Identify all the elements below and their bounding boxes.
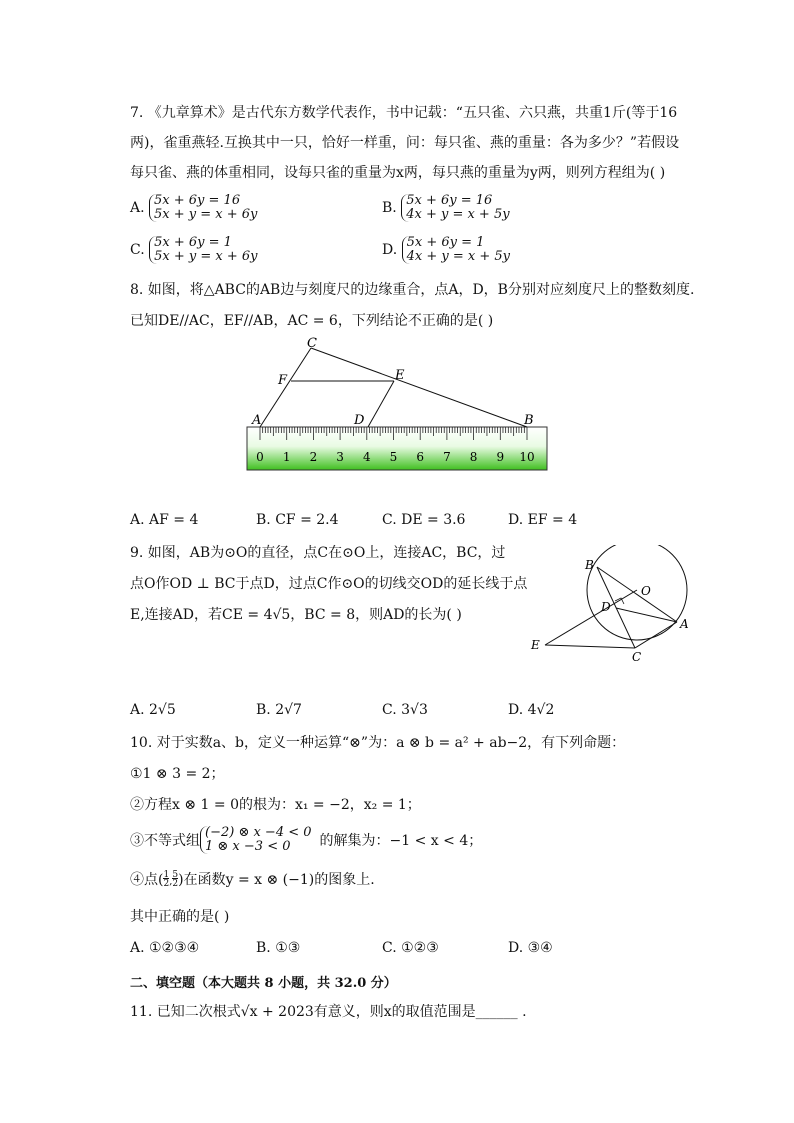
segment-eo xyxy=(545,590,637,645)
q8-option-b: B. CF = 2.4 xyxy=(256,512,339,528)
ruler-number: 6 xyxy=(416,450,425,464)
q7-option-a xyxy=(130,194,257,222)
q8-line1: 8. 如图，将△ABC的AB边与刻度尺的边缘重合，点A，D，B分别对应刻度尺上的整数刻度. xyxy=(130,282,695,298)
label-e: E xyxy=(531,638,540,652)
ruler-number: 3 xyxy=(336,450,344,464)
segment-cb xyxy=(311,348,527,427)
q10-ask: 其中正确的是( ) xyxy=(130,909,230,925)
q7-option-c-label: C. xyxy=(130,242,145,258)
label-f: F xyxy=(278,373,288,388)
q7-option-d-eq2: 4x + y = x + 5y xyxy=(406,249,511,264)
q8-line2: 已知DE//AC，EF//AB，AC = 6，下列结论不正确的是( ) xyxy=(130,313,494,329)
label-b: B xyxy=(524,413,534,428)
q8-figure xyxy=(240,335,555,475)
ruler-number: 1 xyxy=(282,450,291,464)
frac-1-2-denominator: 2 xyxy=(163,879,170,889)
q9-line3: E,连接AD，若CE = 4√5，BC = 8，则AD的长为( ) xyxy=(130,607,462,623)
q7-option-a-eq1: 5x + 6y = 16 xyxy=(154,193,241,208)
q8-option-c: C. DE = 3.6 xyxy=(382,512,466,528)
label-d: D xyxy=(354,413,365,428)
segment-ad xyxy=(616,608,677,622)
ruler-number: 9 xyxy=(496,450,505,464)
q9-line2: 点O作OD ⊥ BC于点D，过点C作⊙O的切线交OD的延长线于点 xyxy=(130,576,528,592)
label-c: C xyxy=(307,336,317,351)
ruler-number: 5 xyxy=(389,450,398,464)
ruler-number: 10 xyxy=(519,450,535,464)
q7-option-a-eq2: 5x + y = x + 6y xyxy=(154,207,258,222)
q10-prop4: ④点$(\frac{1}{2},\frac{5}{2})$在函数y = x ⊗ (−1)的图象上. xyxy=(130,870,375,889)
ruler-number: 7 xyxy=(443,450,451,464)
label-b: B xyxy=(585,558,594,572)
q7-line1: 7. 《九章算术》是古代东方数学代表作，书中记载：“五只雀、六只燕，共重1斤(等于16 xyxy=(130,105,678,121)
q7-option-d-label: D. xyxy=(382,242,398,258)
q7-line2: 两)，雀重燕轻.互换其中一只，恰好一样重，问：每只雀、燕的重量：各为多少？”若假设 xyxy=(130,135,680,151)
q10-prop3-ineq1: (−2) ⊗ x −4 < 0 xyxy=(205,825,312,840)
ruler-number: 2 xyxy=(309,450,318,464)
q9-line1: 9. 如图，AB为⊙O的直径，点C在⊙O上，连接AC，BC，过 xyxy=(130,545,506,561)
q10-option-d: D. ③④ xyxy=(508,940,553,956)
q10-prop4-prefix: ④点( xyxy=(130,872,164,888)
q10-prop3-ineq2: 1 ⊗ x −3 < 0 xyxy=(205,839,291,854)
section-heading: 二、填空题（本大题共 8 小题，共 32.0 分） xyxy=(130,976,397,991)
q7-line3: 每只雀、燕的体重相同，设每只雀的重量为x两，每只燕的重量为y两，则列方程组为( ) xyxy=(130,165,666,181)
q10-option-a: A. ①②③④ xyxy=(130,940,200,956)
q7-option-b xyxy=(382,194,510,222)
q8-option-d: D. EF = 4 xyxy=(508,512,578,528)
ruler-number: 0 xyxy=(256,450,264,464)
q8-option-a: A. AF = 4 xyxy=(130,512,199,528)
frac-1-2-numerator: 1 xyxy=(163,870,170,880)
q7-option-a-label: A. xyxy=(130,200,145,216)
q10-prop1: ①1 ⊗ 3 = 2； xyxy=(130,766,225,782)
q10-option-b: B. ①③ xyxy=(256,940,301,956)
circle-o xyxy=(587,545,687,640)
q7-option-c xyxy=(130,236,258,264)
q7-option-b-eq1: 5x + 6y = 16 xyxy=(406,193,493,208)
q7-option-b-label: B. xyxy=(382,200,397,216)
label-d: D xyxy=(601,600,611,614)
segment-ec xyxy=(545,645,635,648)
q7-option-d xyxy=(382,236,510,264)
label-c: C xyxy=(632,650,642,664)
q10-prop3 xyxy=(130,826,482,854)
q9-option-b: B. 2√7 xyxy=(256,702,302,718)
q10-prop3-suffix: 的解集为：−1 < x < 4； xyxy=(319,833,483,849)
q11: 11. 已知二次根式√x + 2023有意义，则x的取值范围是______ . xyxy=(130,1004,527,1020)
q10-option-c: C. ①②③ xyxy=(382,940,439,956)
label-a: A xyxy=(252,413,262,428)
ruler-number: 4 xyxy=(362,450,371,464)
label-o: O xyxy=(641,584,651,598)
label-e: E xyxy=(395,368,405,383)
q9-option-c: C. 3√3 xyxy=(382,702,428,718)
q7-option-b-eq2: 4x + y = x + 5y xyxy=(406,207,510,222)
ruler-number: 8 xyxy=(469,450,478,464)
segment-de xyxy=(368,381,394,427)
q10-prop2: ②方程x ⊗ 1 = 0的根为：x₁ = −2，x₂ = 1； xyxy=(130,797,421,813)
q9-option-a: A. 2√5 xyxy=(130,702,176,718)
q10-prop4-suffix: )在函数y = x ⊗ (−1)的图象上. xyxy=(178,872,375,888)
q7-option-d-eq1: 5x + 6y = 1 xyxy=(406,235,485,250)
frac-5-2-denominator: 2 xyxy=(172,879,179,889)
segment-ac xyxy=(635,622,677,648)
q7-option-c-eq2: 5x + y = x + 6y xyxy=(154,249,258,264)
q7-option-c-eq1: 5x + 6y = 1 xyxy=(154,235,232,250)
q9-option-d: D. 4√2 xyxy=(508,702,555,718)
q9-figure xyxy=(525,545,695,665)
q10-line1: 10. 对于实数a、b，定义一种运算“⊗”为：a ⊗ b = a² + ab−2，有下列命题： xyxy=(130,735,626,751)
label-a: A xyxy=(680,617,689,631)
frac-5-2-numerator: 5 xyxy=(172,870,179,880)
q10-prop3-prefix: ③不等式组 xyxy=(130,833,200,849)
